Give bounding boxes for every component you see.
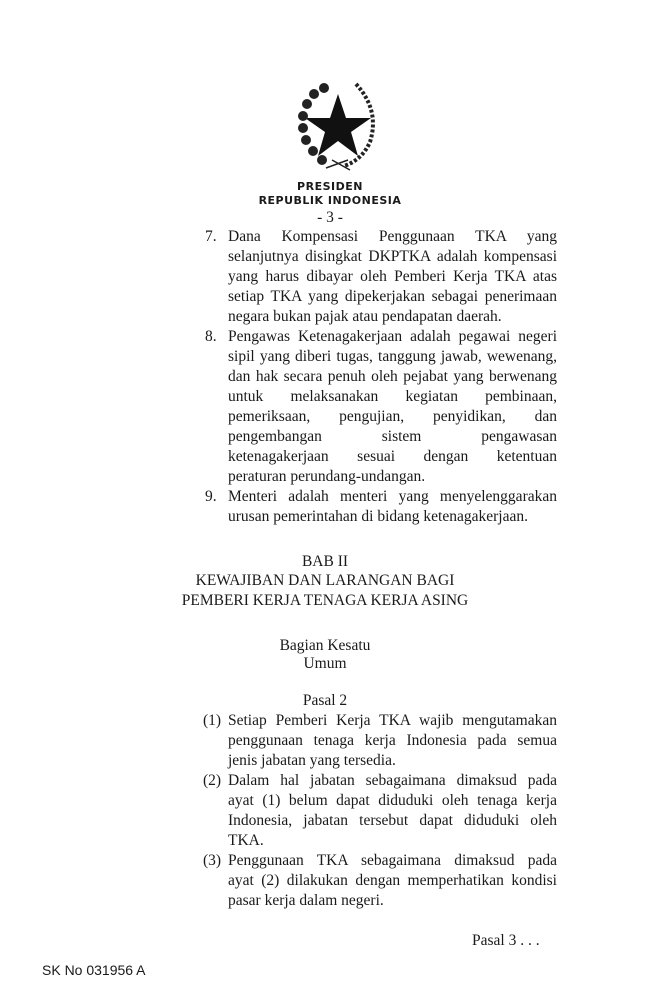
item-number: 7.	[205, 228, 217, 245]
document-code: SK No 031956 A	[42, 962, 146, 978]
item-number: 8.	[205, 328, 217, 345]
item-text-line: pemeriksaan, pengujian, penyidikan, dan	[228, 408, 557, 425]
item-number: (3)	[203, 852, 222, 869]
item-text-line: selanjutnya disingkat DKPTKA adalah kompensasi	[228, 248, 557, 265]
section-title: Bagian Kesatu	[279, 637, 371, 654]
item-text-line: Pengawas Ketenagakerjaan adalah pegawai negeri	[228, 328, 557, 345]
chapter-title-line1: KEWAJIBAN DAN LARANGAN BAGI	[195, 572, 455, 589]
item-text-line: ayat (2) dilakukan dengan memperhatikan kondisi	[228, 872, 557, 889]
item-text-line: jenis jabatan yang tersedia.	[228, 752, 396, 769]
item-number: (1)	[203, 712, 222, 729]
item-text-line: penggunaan tenaga kerja Indonesia pada semua	[228, 732, 557, 749]
page-number: - 3 -	[317, 209, 343, 226]
item-text-line: dan hak secara penuh oleh pejabat yang berwenang	[228, 368, 557, 385]
presidential-emblem	[296, 80, 380, 172]
item-text-line: setiap TKA yang dipekerjakan sebagai penerimaan	[228, 288, 557, 305]
item-text-line: pengembangan sistem pengawasan	[228, 428, 557, 445]
item-text-line: Menteri adalah menteri yang menyelenggarakan	[228, 488, 557, 505]
item-text-line: Setiap Pemberi Kerja TKA wajib mengutamakan	[228, 712, 557, 729]
continuation-marker: Pasal 3 . . .	[472, 932, 540, 949]
chapter-number: BAB II	[301, 553, 349, 570]
item-text-line: negara bukan pajak atau pendapatan daerah.	[228, 308, 502, 325]
item-text-line: TKA.	[228, 832, 264, 849]
item-text-line: Indonesia, jabatan tersebut dapat diduduki oleh	[228, 812, 557, 829]
item-text-line: yang harus dibayar oleh Pemberi Kerja TKA atas	[228, 268, 557, 285]
header-title-republik: REPUBLIK INDONESIA	[258, 194, 402, 207]
chapter-title-line2: PEMBERI KERJA TENAGA KERJA ASING	[181, 592, 469, 609]
item-text-line: urusan pemerintahan di bidang ketenagakerjaan.	[228, 508, 528, 525]
item-text-line: ayat (1) belum dapat diduduki oleh tenaga kerja	[228, 792, 557, 809]
item-text-line: peraturan perundang-undangan.	[228, 468, 426, 485]
item-text-line: Penggunaan TKA sebagaimana dimaksud pada	[228, 852, 557, 869]
item-text-line: Dana Kompensasi Penggunaan TKA yang	[228, 228, 557, 245]
item-text-line: untuk melaksanakan kegiatan pembinaan,	[228, 388, 557, 405]
item-number: 9.	[205, 488, 217, 505]
header-title-presiden: PRESIDEN	[297, 180, 363, 193]
item-number: (2)	[203, 772, 222, 789]
section-subtitle: Umum	[303, 655, 347, 672]
item-text-line: ketenagakerjaan sesuai dengan ketentuan	[228, 448, 557, 465]
item-text-line: pasar kerja dalam negeri.	[228, 892, 384, 909]
item-text-line: Dalam hal jabatan sebagaimana dimaksud pada	[228, 772, 557, 789]
article-title: Pasal 2	[302, 692, 348, 709]
item-text-line: sipil yang diberi tugas, tanggung jawab, wewenang,	[228, 348, 557, 365]
